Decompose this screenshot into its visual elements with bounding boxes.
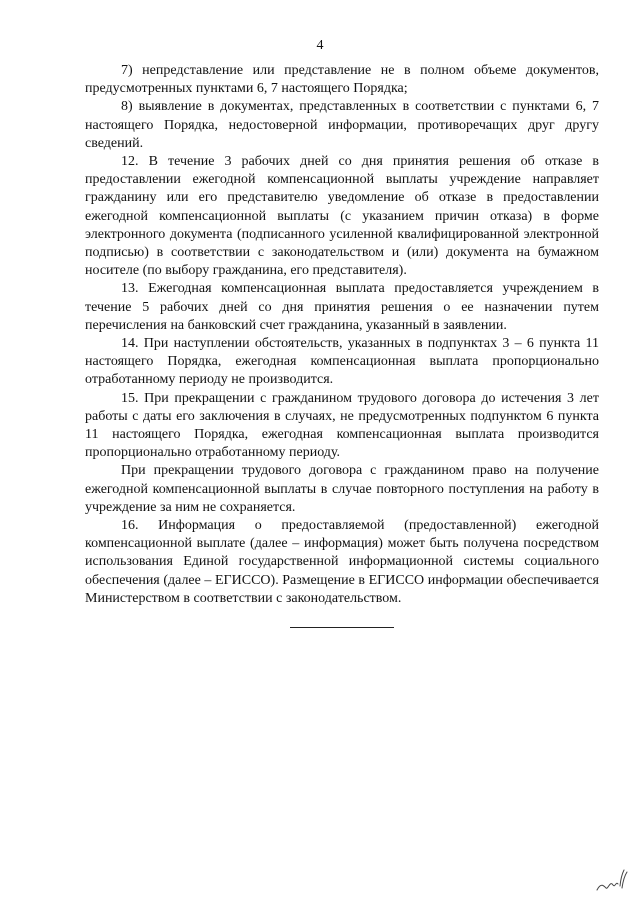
paragraph-clause-14: 14. При наступлении обстоятельств, указанных в подпунктах 3 – 6 пункта 11 настоящего Порядка, ежегодная компенсационная выплата пропорционально отработанному периоду не производится.: [85, 336, 599, 388]
end-divider: [290, 627, 394, 628]
paragraph-item-7: 7) непредставление или представление не в полном объеме документов, предусмотренных пунктами 6, 7 настоящего Порядка;: [85, 63, 599, 97]
paragraph-clause-13: 13. Ежегодная компенсационная выплата предоставляется учреждением в течение 5 рабочих дней со дня принятия решения о ее назначении путем перечисления на банковский счет гражданина, указанный в заявлении.: [85, 281, 599, 333]
paragraph-clause-12: 12. В течение 3 рабочих дней со дня принятия решения об отказе в предоставлении ежегодной компенсационной выплаты учреждение направляет гражданину или его представителю уведомление об отказе в предоставлении ежегодной компенсационной выплаты (с указанием причин отказа) в форме электронного документа (подписанного усиленной квалифицированной электронной подписью) в соответствии с законодательством и (или) документа на бумажном носителе (по выбору гражданина, его представителя).: [85, 154, 599, 279]
paragraph-clause-16: 16. Информация о предоставляемой (предоставленной) ежегодной компенсационной выплате (далее – информация) может быть получена посредством использования Единой государственной информационной системы социального обеспечения (далее – ЕГИССО). Размещение в ЕГИССО информации обеспечивается Министерством в соответствии с законодательством.: [85, 518, 599, 606]
paragraph-clause-15: 15. При прекращении с гражданином трудового договора до истечения 3 лет работы с даты его заключения в случаях, не предусмотренных подпунктом 6 пункта 11 настоящего Порядка, ежегодная компенсационная выплата производится пропорционально отработанному периоду.: [85, 390, 599, 461]
paragraph-item-8: 8) выявление в документах, представленных в соответствии с пунктами 6, 7 настоящего Порядка, недостоверной информации, противоречащих друг другу сведений.: [85, 99, 599, 151]
paragraph-clause-15-continued: При прекращении трудового договора с гражданином право на получение ежегодной компенсационной выплаты в случае повторного поступления на работу в учреждение за ним не сохраняется.: [85, 463, 599, 515]
initials-signature-icon: [594, 866, 630, 896]
page-number: 4: [316, 38, 324, 53]
document-body: [85, 62, 599, 608]
